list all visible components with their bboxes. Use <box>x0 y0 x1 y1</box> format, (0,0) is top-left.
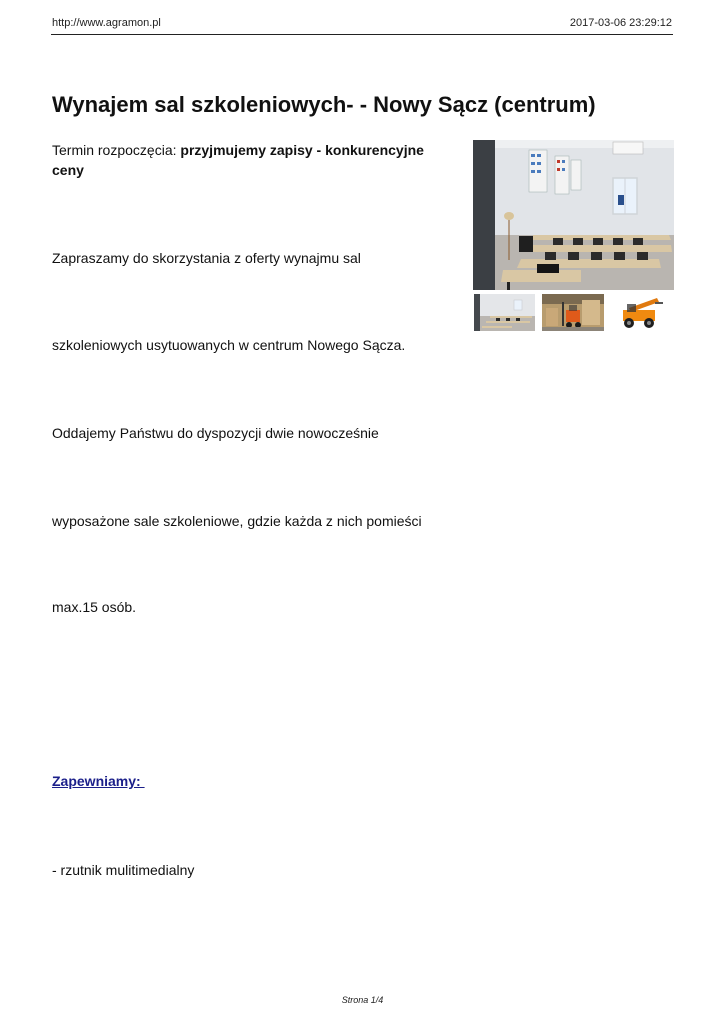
header-datetime: 2017-03-06 23:29:12 <box>569 17 672 29</box>
telehandler-thumbnail[interactable] <box>615 294 673 331</box>
header-divider <box>51 34 673 35</box>
section-heading-link[interactable]: Zapewniamy: <box>52 773 145 789</box>
start-date-info <box>52 140 452 180</box>
paragraph-line: Oddajemy Państwu do dyspozycji dwie nowocześnie <box>52 425 379 441</box>
page-title: Wynajem sal szkoleniowych- - Nowy Sącz (centrum) <box>52 92 596 117</box>
start-label: Termin rozpoczęcia: <box>52 142 177 158</box>
list-item: - rzutnik mulitimedialny <box>52 862 195 878</box>
paragraph-line: wyposażone sale szkoleniowe, gdzie każda z nich pomieści <box>52 513 422 529</box>
paragraph-line: max.15 osób. <box>52 599 137 615</box>
header-url[interactable]: http://www.agramon.pl <box>52 17 161 29</box>
paragraph-line: Zapraszamy do skorzystania z oferty wynajmu sal <box>52 250 361 266</box>
forklift-thumbnail[interactable] <box>542 294 604 331</box>
page-number: Strona 1/4 <box>341 995 384 1005</box>
classroom-photo[interactable] <box>473 140 674 290</box>
start-value: przyjmujemy zapisy - konkurencyjne ceny <box>52 142 424 178</box>
classroom-thumbnail[interactable] <box>474 294 535 331</box>
paragraph-line: szkoleniowych usytuowanych w centrum Nowego Sącza. <box>52 337 406 353</box>
